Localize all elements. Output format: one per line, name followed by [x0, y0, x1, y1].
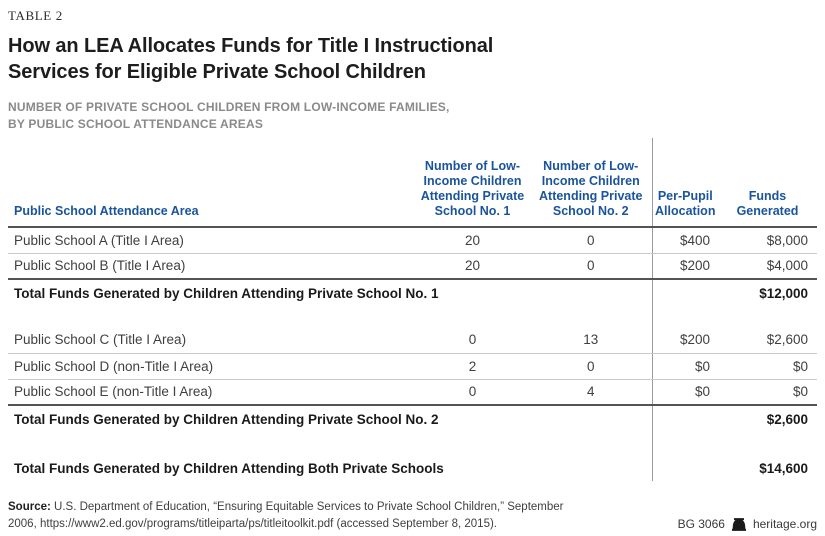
total-label-cell: Total Funds Generated by Children Attending Private School No. 1: [8, 279, 652, 306]
page-footer: [8, 499, 817, 532]
column-header-funds-generated: Funds Generated: [718, 138, 817, 227]
table-label: TABLE 2: [8, 8, 63, 23]
column-header-private-school-2: Number of Low-Income Children Attending Private School No. 2: [530, 138, 652, 227]
header-row: [8, 138, 817, 227]
page-subtitle: [8, 99, 817, 133]
table-row-school-c: [8, 327, 817, 353]
school-name-cell: Public School E (non-Title I Area): [14, 384, 213, 400]
empty-cell: [652, 455, 718, 481]
footer-right: [678, 517, 817, 532]
allocation-table: [8, 138, 817, 481]
school-name-cell: Public School B (Title I Area): [14, 258, 186, 274]
ps1-count-cell: 20: [464, 258, 481, 274]
school-name-cell: Public School A (Title I Area): [8, 227, 415, 253]
total-row-both-schools: [8, 455, 817, 481]
ps2-count-cell: 0: [530, 353, 652, 379]
table-row-school-a: [8, 227, 817, 253]
spacer-row: [8, 306, 817, 327]
column-header-attendance-area: Public School Attendance Area: [8, 138, 415, 227]
total-funds-cell: $12,000: [718, 279, 817, 306]
spacer-row: [8, 432, 817, 455]
empty-cell: [652, 279, 718, 306]
funds-cell: $2,600: [718, 327, 817, 353]
ps1-count-cell: 0: [415, 327, 530, 353]
source-label: Source:: [8, 501, 51, 513]
empty-cell: [652, 405, 718, 432]
per-pupil-cell: $400: [652, 227, 718, 253]
school-name-cell: Public School D (non-Title I Area): [8, 353, 415, 379]
doc-id: BG 3066: [677, 517, 725, 531]
source-line-1: Source: U.S. Department of Education, “Ensuring Equitable Services to Private School Children,” September: [8, 501, 564, 513]
site-text: heritage.org: [752, 517, 817, 531]
funds-cell: $0: [718, 353, 817, 379]
column-header-per-pupil-allocation: Per-Pupil Allocation: [652, 138, 718, 227]
table-row-school-b: [8, 253, 817, 279]
ps1-count-cell: 2: [415, 353, 530, 379]
per-pupil-cell: $0: [652, 353, 718, 379]
total-label-cell: Total Funds Generated by Children Attending Private School No. 2: [8, 405, 652, 432]
school-name-cell: Public School C (Title I Area): [8, 327, 415, 353]
source-line-2: 2006, https://www2.ed.gov/programs/titleiparta/ps/titleitoolkit.pdf (accessed September 8, 2015).: [8, 517, 498, 530]
funds-cell: $8,000: [718, 227, 817, 253]
page-title: How an LEA Allocates Funds for Title I Instructional Services for Eligible Private School Children: [8, 35, 494, 83]
table-row-school-e: [8, 379, 817, 405]
subtitle-line-2: BY PUBLIC SCHOOL ATTENDANCE AREAS: [8, 117, 264, 131]
ps2-count-cell: 4: [586, 384, 595, 400]
per-pupil-cell: $200: [652, 253, 718, 279]
ps2-count-cell: 0: [586, 258, 595, 274]
heritage-bell-icon: [732, 518, 746, 531]
source-note: [8, 499, 563, 532]
subtitle-line-1: NUMBER OF PRIVATE SCHOOL CHILDREN FROM LOW-INCOME FAMILIES,: [8, 100, 450, 114]
total-row-private-school-2: [8, 405, 817, 432]
total-row-private-school-1: [8, 279, 817, 306]
ps2-count-cell: 13: [530, 327, 652, 353]
per-pupil-cell: $200: [652, 327, 718, 353]
table-row-school-d: [8, 353, 817, 379]
per-pupil-cell: $0: [652, 379, 718, 405]
total-funds-cell: $2,600: [718, 405, 817, 432]
ps1-count-cell: 20: [415, 227, 530, 253]
funds-cell: $4,000: [766, 258, 808, 274]
total-funds-cell: $14,600: [759, 460, 808, 476]
ps1-count-cell: 0: [468, 384, 477, 400]
column-header-private-school-1: Number of Low-Income Children Attending Private School No. 1: [415, 138, 530, 227]
funds-cell: $0: [792, 384, 808, 400]
total-label-cell: Total Funds Generated by Children Attending Both Private Schools: [14, 460, 444, 476]
ps2-count-cell: 0: [530, 227, 652, 253]
